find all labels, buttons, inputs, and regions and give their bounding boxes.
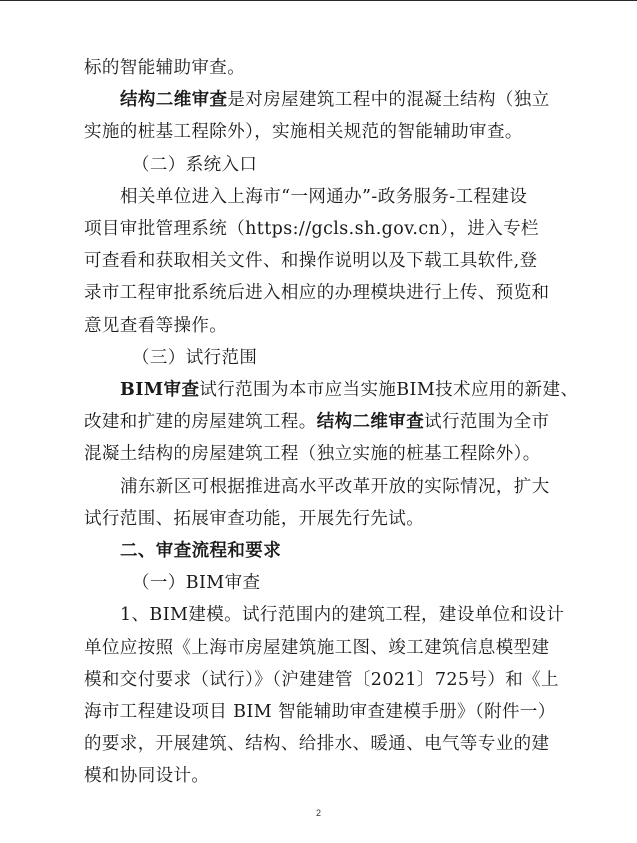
paragraph-line: 模和协同设计。	[84, 766, 210, 787]
paragraph-line	[84, 406, 558, 438]
paragraph-line: 录市工程审批系统后进入相应的办理模块进行上传、预览和	[84, 283, 550, 304]
subsection-heading-bim-review: （一）BIM审查	[132, 573, 261, 594]
bold-term: BIM审查	[120, 380, 200, 401]
paragraph-line: 项目审批管理系统（https://gcls.sh.gov.cn），进入专栏	[84, 219, 539, 240]
paragraph-line	[84, 374, 579, 406]
paragraph-line: 可查看和获取相关文件、和操作说明以及下载工具软件,登	[84, 251, 538, 272]
paragraph-text: 是对房屋建筑工程中的混凝土结构（独立	[227, 90, 550, 111]
paragraph-text: 试行范围为全市	[424, 412, 550, 433]
paragraph-line: 意见查看等操作。	[84, 315, 228, 336]
paragraph-line: 混凝土结构的房屋建筑工程（独立实施的桩基工程除外）。	[84, 444, 541, 465]
paragraph-line: 相关单位进入上海市“一网通办”-政务服务-工程建设	[120, 186, 528, 207]
subsection-heading-trial-scope: （三）试行范围	[132, 347, 258, 368]
paragraph-line: 的要求，开展建筑、结构、给排水、暖通、电气等专业的建	[84, 734, 550, 755]
paragraph-line: 浦东新区可根据推进高水平改革开放的实际情况，扩大	[120, 476, 550, 497]
section-heading-review-process: 二、审查流程和要求	[120, 541, 282, 562]
document-page	[84, 52, 579, 793]
paragraph-line: 标的智能辅助审查。	[84, 58, 246, 78]
paragraph-line: 海市工程建设项目 BIM 智能辅助审查建模手册》（附件一）	[84, 702, 556, 723]
paragraph-line: 模和交付要求（试行）》（沪建建管〔2021〕725号）和《上	[84, 669, 559, 690]
page-number: 2	[315, 808, 321, 818]
paragraph-line: 单位应按照《上海市房屋建筑施工图、竣工建筑信息模型建	[84, 637, 550, 658]
subsection-heading-system-entry: （二）系统入口	[132, 154, 258, 175]
paragraph-text: 改建和扩建的房屋建筑工程。	[84, 412, 317, 433]
paragraph-line	[84, 84, 558, 116]
top-border-rule	[0, 0, 637, 1]
bold-term: 结构二维审查	[120, 90, 228, 111]
paragraph-text: 试行范围为本市应当实施BIM技术应用的新建、	[199, 380, 579, 401]
bold-term: 结构二维审查	[316, 412, 425, 433]
paragraph-line: 试行范围、拓展审查功能，开展先行先试。	[84, 508, 425, 529]
paragraph-line: 1、BIM建模。试行范围内的建筑工程，建设单位和设计	[120, 605, 565, 626]
paragraph-line: 实施的桩基工程除外），实施相关规范的智能辅助审查。	[84, 122, 523, 143]
